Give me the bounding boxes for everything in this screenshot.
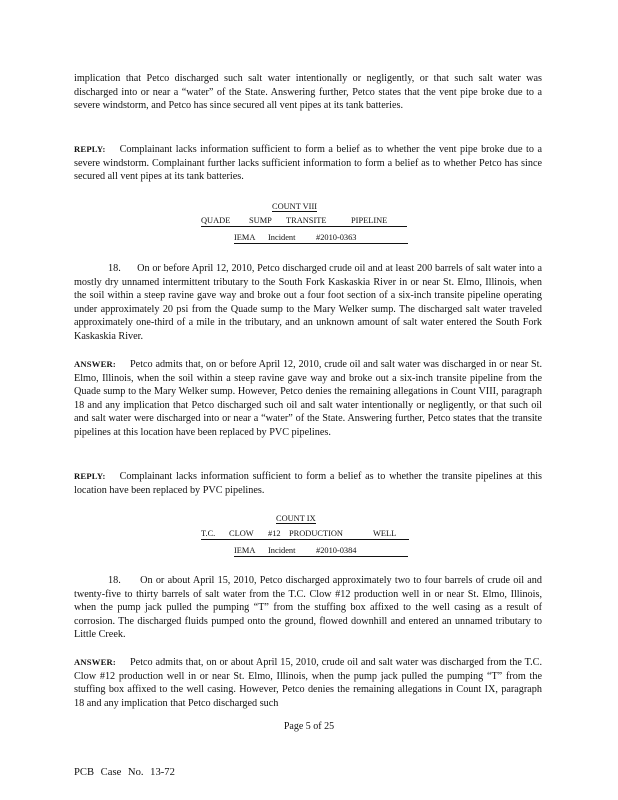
count-ix-incident [234,545,408,557]
reply-label: REPLY: [74,471,106,481]
count-title-text: COUNT VIII [272,202,318,211]
reply-text: Complainant lacks information sufficient to form a belief as to whether the transite pipelines at this location have been replaced by PVC pipelines. [74,471,542,496]
count-viii-subject [201,215,407,227]
heading-word: PRODUCTION [289,529,343,538]
paragraph-text: On or before April 12, 2010, Petco discharged crude oil and at least 200 barrels of salt water into a mostly dry unnamed intermittent tributary to the South Fork Kaskaskia River in or near St. Elmo, Illinois, when the soil within a steep ravine gave way and broke out a four foot section of a six-inch transite pipeline operating under approximately 20 psi from the Quade sump to the Mary Welker sump. The discharged salt water traveled approximately one-third of a mile in the tributary, and an unknown amount of salt water entered the South Fork Kaskaskia River. [74,263,542,342]
count-ix-title [276,513,316,524]
heading-word: Incident [268,233,296,242]
case-number: PCB Case No. 13-72 [74,767,175,778]
count-ix-subject [201,528,409,540]
answer-text: Petco admits that, on or about April 15, 2010, crude oil and salt water was discharged from the T.C. Clow #12 production well in or near St. Elmo, Illinois, when the pump jack pulled the pumping “T” from the stuffing box affixed to the well casing. However, Petco denies the remaining allegations in Count IX, paragraph 18 and any implication that Petco discharged such [74,657,542,709]
heading-word: WELL [373,529,397,538]
paragraph-continuation: implication that Petco discharged such salt water intentionally or negligently, or that such salt water was discharged into or near a “water” of the State. Answering further, Petco states that the vent pipe broke due to a severe windstorm, and Petco has since secured all vent pipes at its tank batteries. [74,73,542,112]
heading-word: #2010-0363 [316,233,357,242]
heading-word: T.C. [201,529,216,538]
answer-label: ANSWER: [74,359,116,369]
answer-paragraph-1 [74,358,542,440]
paragraph-number: 18. [108,263,121,274]
heading-word: PIPELINE [351,216,388,225]
count-viii-incident [234,232,408,244]
heading-word: IEMA [234,233,256,242]
heading-word: Incident [268,546,296,555]
page-number: Page 5 of 25 [283,721,335,732]
heading-word: SUMP [249,216,272,225]
answer-label: ANSWER: [74,657,116,667]
answer-paragraph-2 [74,656,542,710]
heading-word: #12 [268,529,281,538]
answer-text: Petco admits that, on or before April 12, 2010, crude oil and salt water was discharged in or near St. Elmo, Illinois, when the soil within a steep ravine gave way and broke out a six-inch transite pipeline from the Quade sump to the Mary Welker sump. However, Petco denies the remaining allegations in Count VIII, paragraph 18 and any implication that Petco discharged such oil and salt water intentionally or negligently, or that such oil and salt water were discharged into or near a “water” of the State. Answering further, Petco states that the transite pipelines at this location have been replaced by PVC pipelines. [74,359,542,438]
heading-word: #2010-0384 [316,546,357,555]
paragraph-number: 18. [108,575,121,586]
paragraph-18-count-ix [74,574,542,642]
count-viii-title [272,201,317,212]
reply-paragraph-2 [74,470,542,497]
count-title-text: COUNT IX [276,514,316,523]
paragraph-text: On or about April 15, 2010, Petco discharged approximately two to four barrels of crude oil and twenty-five to thirty barrels of salt water from the T.C. Clow #12 production well in or near St. Elmo, Illinois, when the pump jack pulled the pumping “T” from the stuffing box affixed to the well casing as a result of corrosion. The discharged fluids pumped onto the ground, flowed downhill and entered an unnamed tributary to Little Creek. [74,575,542,641]
paragraph-18-count-viii [74,262,542,344]
heading-word: QUADE [201,216,231,225]
heading-word: TRANSITE [286,216,327,225]
heading-word: CLOW [229,529,254,538]
reply-text: Complainant lacks information sufficient to form a belief as to whether the vent pipe broke due to a severe windstorm. Complainant further lacks sufficient information to form a belief as to whether Petco has since secured all vent pipes at its tank batteries. [74,144,542,183]
heading-word: IEMA [234,546,256,555]
reply-label: REPLY: [74,144,106,154]
reply-paragraph-1 [74,143,542,184]
